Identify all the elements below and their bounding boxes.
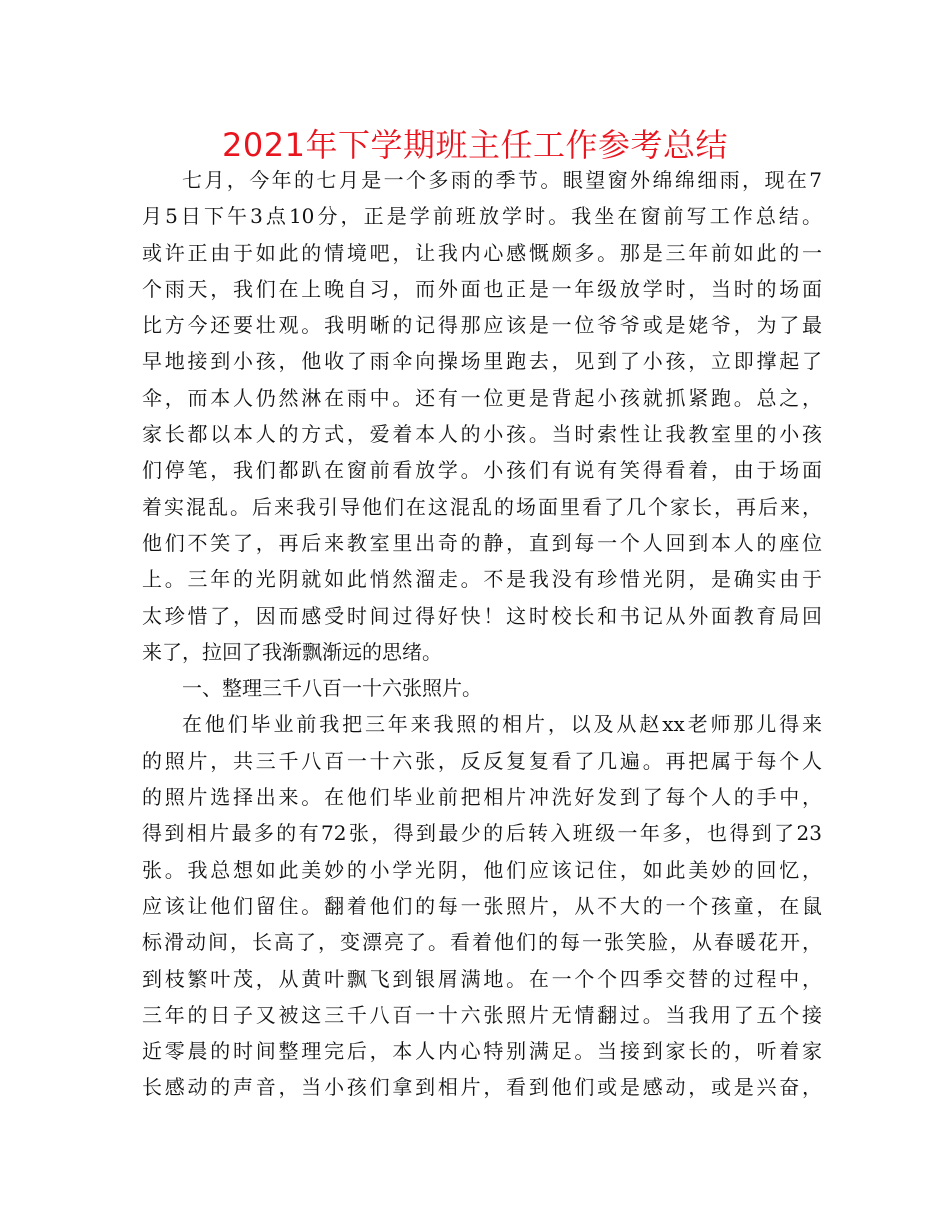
- document-body: [142, 162, 822, 1106]
- paragraph-line: 早地接到小孩，他收了雨伞向操场里跑去，见到了小孩，立即撑起了: [142, 349, 822, 374]
- paragraph-line: 们停笔，我们都趴在窗前看放学。小孩们有说有笑得看着，由于场面: [142, 458, 822, 483]
- paragraph-line: 张。我总想如此美妙的小学光阴，他们应该记住，如此美妙的回忆，: [142, 857, 822, 882]
- paragraph-line: 太珍惜了，因而感受时间过得好快！这时校长和书记从外面教育局回: [142, 603, 822, 628]
- paragraph-line: 长感动的声音，当小孩们拿到相片，看到他们或是感动，或是兴奋，: [142, 1075, 822, 1100]
- document-title: 2021年下学期班主任工作参考总结: [222, 126, 728, 164]
- paragraph-line: 伞，而本人仍然淋在雨中。还有一位更是背起小孩就抓紧跑。总之，: [142, 385, 822, 410]
- section-heading: 一、整理三千八百一十六张照片。: [182, 676, 482, 701]
- paragraph-line: 家长都以本人的方式，爱着本人的小孩。当时索性让我教室里的小孩: [142, 422, 822, 447]
- paragraph-line: 比方今还要壮观。我明晰的记得那应该是一位爷爷或是姥爷，为了最: [142, 313, 822, 338]
- paragraph-line: 在他们毕业前我把三年来我照的相片，以及从赵xx老师那儿得来: [182, 712, 822, 737]
- paragraph-line: 三年的日子又被这三千八百一十六张照片无情翻过。当我用了五个接: [142, 1002, 822, 1027]
- paragraph-line: 他们不笑了，再后来教室里出奇的静，直到每一个人回到本人的座位: [142, 530, 822, 555]
- paragraph-line: 的照片，共三千八百一十六张，反反复复看了几遍。再把属于每个人: [142, 748, 822, 773]
- paragraph-line: 到枝繁叶茂，从黄叶飘飞到银屑满地。在一个个四季交替的过程中，: [142, 966, 822, 991]
- paragraph-line: 或许正由于如此的情境吧，让我内心感慨颇多。那是三年前如此的一: [142, 240, 822, 265]
- paragraph-line: 应该让他们留住。翻着他们的每一张照片，从不大的一个孩童，在鼠: [142, 893, 822, 918]
- paragraph-line: 月5日下午3点10分，正是学前班放学时。我坐在窗前写工作总结。: [142, 204, 822, 229]
- paragraph-line: 来了，拉回了我渐飘渐远的思绪。: [142, 639, 442, 664]
- paragraph-line: 着实混乱。后来我引导他们在这混乱的场面里看了几个家长，再后来，: [142, 494, 822, 519]
- paragraph-line: 七月，今年的七月是一个多雨的季节。眼望窗外绵绵细雨，现在7: [182, 168, 822, 192]
- paragraph-line: 标滑动间，长高了，变漂亮了。看着他们的每一张笑脸，从春暖花开，: [142, 930, 822, 955]
- paragraph-line: 个雨天，我们在上晚自习，而外面也正是一年级放学时，当时的场面: [142, 276, 822, 301]
- paragraph-line: 近零晨的时间整理完后，本人内心特别满足。当接到家长的，听着家: [142, 1039, 822, 1064]
- paragraph-line: 的照片选择出来。在他们毕业前把相片冲洗好发到了每个人的手中，: [142, 785, 822, 810]
- paragraph-line: 得到相片最多的有72张，得到最少的后转入班级一年多，也得到了23: [142, 821, 822, 846]
- paragraph-line: 上。三年的光阴就如此悄然溜走。不是我没有珍惜光阴，是确实由于: [142, 567, 822, 592]
